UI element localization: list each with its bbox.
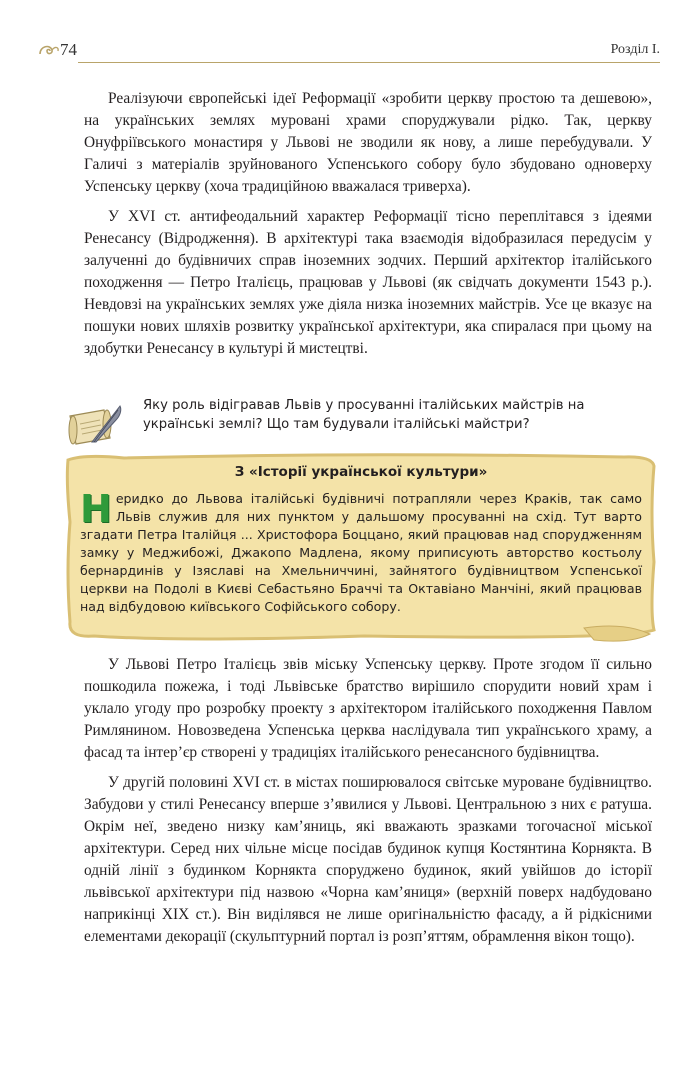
paragraph-4: У другій половині XVI ст. в містах поширювалося світське муроване будівництво. Забудови у стилі Ренесансу вперше з’явилися у Львові. Центральною з них є ратуша. Окрім неї, зведено низку кам’яниць, які вважають зразками тогочасної міської архітектури. Серед них чільне місце посідав будинок купця Костянтина Корнякта. В одній лінії з будинком Корнякта споруджено будинок, який увійшов до історії львівської архітектури під назвою «Чорна кам’яниця» (верхній поверх надбудовано наприкінці XIX ст.). Він виділявся не лише оригінальністю фасаду, а й рідкісними елементами декорації (скульптурний портал із розп’яттям, обрамлення вікон тощо). [84, 774, 652, 945]
page-number: 74 [60, 40, 77, 59]
dropcap-letter: Н [80, 487, 112, 531]
culture-box-body: еридко до Львова італійські будівничі потрапляли через Краків, так само Львів служив для них пунктом у дальшому просуванні на схід. Тут варто згадати Петра Італійця ... Христофора Боццано, який працював над спорудженням замку у Меджибожі, Джакопо Мадлена, якому приписують авторство костьолу бернардинів у Ізяславі на Хмельниччині, зайнятого будівництвом Успенської церкви на Подолі в Києві Себастьяно Браччі та Октавіано Манчіні, який працював над відбудовою київського Софійського собору. [80, 491, 642, 614]
scroll-quill-icon [64, 402, 126, 450]
page-header [38, 40, 660, 64]
section-title: Розділ I. [610, 42, 660, 57]
culture-box [64, 452, 658, 644]
ornament-icon [38, 42, 60, 58]
header-rule [78, 62, 660, 63]
paragraph-3: У Львові Петро Італієць звів міську Успенську церкву. Проте згодом її сильно пошкодила пожежа, і тоді Львівське братство вирішило спорудити новий храм і уклало угоду про розробку проекту з архітектором італійського походження Павлом Римлянином. Новозведена Успенська церква наслідувала тип українського храму, а фасад та інтер’єр створені у традиціях італійського ренесансного будівництва. [84, 656, 652, 761]
question-text: Яку роль відігравав Львів у просуванні італійських майстрів на українські землі? Що там будували італійські майстри? [143, 398, 585, 432]
culture-box-title: З «Історії української культури» [234, 464, 488, 480]
paragraph-2: У XVI ст. антифеодальний характер Реформації тісно переплітався з ідеями Ренесансу (Відродження). В архітектурі така взаємодія відобразилася передусім у залученні до будівничих справ іноземних зодчих. Перший архітектор італійського походження — Петро Італієць, працював у Львові (як свідчать документи 1543 р.). Невдовзі на українських землях уже діяла низка іноземних майстрів. Усе це вказує на пошуки нових шляхів розвитку української архітектури, яка спиралася при цьому на здобутки Ренесансу в культурі й мистецтві. [84, 208, 652, 357]
paragraph-1: Реалізуючи європейські ідеї Реформації «зробити церкву простою та дешевою», на українських землях муровані храми споруджували рідко. Так, церкву Онуфріївського монастиря у Львові не зводили як нову, а лише перебудували. У Галичі з матеріалів зруйнованого Успенського собору було збудовано одноверху Успенську церкву (хоча традиційною вважалася триверха). [84, 90, 652, 195]
culture-box-text [80, 487, 642, 616]
